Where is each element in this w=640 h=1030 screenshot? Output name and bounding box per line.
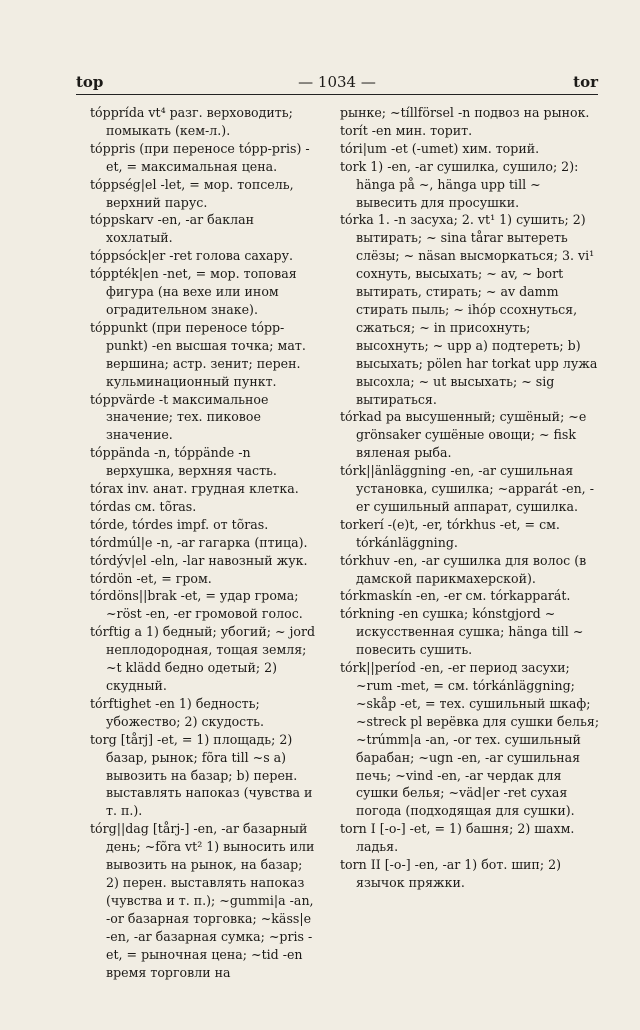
dictionary-entry: tóppték|en -net, = мор. топовая фигура (на вехе или ином оградительном знаке). — [90, 266, 297, 317]
dictionary-entry: tórk||änläggning -en, -ar сушильная установка, сушилка; ~apparát -en, -er сушильный аппарат, сушилка. — [340, 463, 594, 514]
dictionary-entry: tóppris (при переносе tópp-pris) -et, = максимальная цена. — [90, 140, 310, 174]
dictionary-entry: tóppunkt (при переносе tópp-punkt) -en высшая точка; мат. вершина; астр. зенит; перен. кульминационный пункт. — [90, 319, 306, 389]
dictionary-entry: tork 1) -en, -ar сушилка, сушило; 2): hänga på ~, hänga upp till ~ вывесить для просушки. — [340, 158, 579, 210]
dictionary-entry: tórftighet -en 1) бедность; убожество; 2) скудость. — [90, 695, 265, 729]
dictionary-entry: tórkhuv -en, -ar сушилка для волос (в дамской парикмахерской). — [340, 552, 587, 586]
dictionary-entry: torkerí -(e)t, -er, tórkhus -et, = см. tórkánläggning. — [340, 516, 560, 550]
dictionary-entry: tórkad pa высушенный; сушёный; ~e grönsaker сушёные овощи; ~ fisk вяленая рыба. — [340, 409, 587, 461]
dictionary-entry: tóppvärde -t максимальное значение; тех. пиковое значение. — [90, 391, 269, 443]
dictionary-entry: tóppända -n, tóppände -n верхушка, верхняя часть. — [90, 445, 277, 479]
dictionary-entry: tórdýv|el -eln, -lar навозный жук. — [90, 552, 308, 568]
dictionary-entry: tóppsóck|er -ret голова сахару. — [90, 248, 294, 264]
dictionary-entry: tóri|um -et (-umet) хим. торий. — [340, 140, 540, 156]
dictionary-entry: tórax inv. анат. грудная клетка. — [90, 481, 299, 497]
dictionary-entry: tóppskarv -en, -ar баклан хохлатый. — [90, 212, 254, 246]
dictionary-entry: tórdmúl|e -n, -ar гагарка (птица). — [90, 534, 308, 550]
right-column — [340, 104, 600, 892]
dictionary-entry: tópprída vt⁴ разг. верховодить; помыкать (кем-л.). — [90, 105, 293, 138]
dictionary-entry: tórk||períod -en, -er период засухи; ~rum -met, = см. tórkánläggning; ~skåp -et, = тех. сушильный шкаф; ~streck pl верёвка для сушки белья; ~trúmm|a -an, -or тех. сушильный барабан; ~ugn -en, -ar сушильная печь; ~vind -en, -ar чердак для сушки белья; ~väd|er -ret сухая погода (подходящая для сушки). — [340, 660, 600, 819]
dictionary-entry: torn I [-o-] -et, = 1) башня; 2) шахм. ладья. — [340, 821, 575, 855]
dictionary-entry: tórkmaskín -en, -er см. tórkapparát. — [340, 588, 571, 604]
dictionary-entry: tórdas см. tõras. — [90, 498, 197, 514]
dictionary-entry: tórde, tórdes impf. от tõras. — [90, 516, 269, 532]
dictionary-entry: tórkning -en сушка; kónstgjord ~ искусственная сушка; hänga till ~ повесить сушить. — [340, 606, 584, 658]
header-guide-word-left: top — [76, 73, 104, 91]
dictionary-entry: tórftig a 1) бедный; убогий; ~ jord неплодородная, тощая земля; ~t klädd бедно одетый; 2) скудный. — [90, 624, 316, 693]
dictionary-entry: tóppség|el -let, = мор. топсель, верхний парус. — [90, 176, 294, 210]
dictionary-entry: рынке; ~tíllförsel -n подвоз на рынок. — [340, 105, 590, 120]
dictionary-entry: tórka 1. -n засуха; 2. vt¹ 1) сушить; 2) вытирать; ~ sina tårar вытереть слёзы; ~ näsan высморкаться; 3. vi¹ сохнуть, высыхать; ~ av, ~ bort вытирать, стирать; ~ av damm стирать пыль; ~ ihóp ссохнуться, сжаться; ~ in присохнуть; высохнуть; ~ upp a) подтереть; b) высыхать; pölen har torkat upp лужа высохла; ~ ut высыхать; ~ sig вытираться. — [340, 212, 598, 407]
dictionary-entry: tórg||dag [tårj-] -en, -ar базарный день; ~fõra vt² 1) выносить или вывозить на рынок, на базар; 2) перен. выставлять напоказ (чувства и т. п.); ~gummi|a -an, -or базарная торговка; ~käss|e -en, -ar базарная сумка; ~pris -et, = рыночная цена; ~tid -en время торговли на — [90, 821, 315, 980]
page-number: — 1034 — — [298, 73, 376, 91]
dictionary-entry: torg [tårj] -et, = 1) площадь; 2) базар, рынок; fõra till ~s a) вывозить на базар; b) перен. выставлять напоказ (чувства и т. п.). — [90, 731, 313, 819]
left-column — [90, 104, 318, 981]
header-guide-word-right: tor — [573, 73, 598, 91]
dictionary-entry: tórdön -et, = гром. — [90, 570, 212, 586]
dictionary-entry: tórdöns||brak -et, = удар грома; ~röst -en, -er громовой голос. — [90, 588, 303, 622]
page-header — [76, 72, 598, 95]
dictionary-entry: torn II [-o-] -en, -ar 1) бот. шип; 2) язычок пряжки. — [340, 857, 561, 890]
dictionary-entry: torít -en мин. торит. — [340, 122, 473, 138]
